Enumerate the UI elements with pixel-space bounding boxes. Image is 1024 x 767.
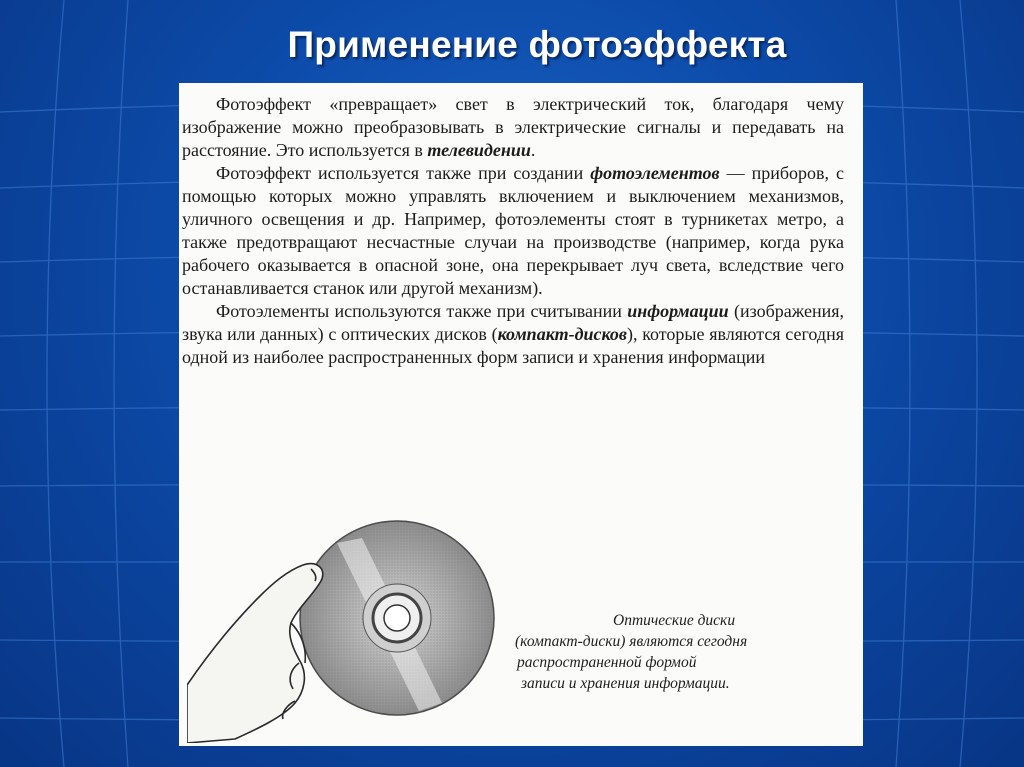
caption-line-1: Оптические диски [613, 612, 736, 629]
scanned-text-body [182, 93, 844, 369]
hand-icon [187, 564, 323, 743]
scanned-textbook-page [179, 83, 863, 746]
text-segment: Фотоэффект используется также при создании [216, 163, 591, 183]
compact-disc-icon [300, 521, 494, 715]
text-segment: Фотоэлементы используются также при считывании [216, 301, 628, 321]
emphasized-term: фотоэлементов [590, 163, 720, 183]
caption-line-4: записи и хранения информации. [521, 675, 730, 692]
paragraph-3 [182, 300, 844, 369]
emphasized-term: телевидении [427, 140, 531, 160]
slide-title: Применение фотоэффекта [287, 24, 787, 65]
emphasized-term: компакт-дисков [497, 324, 627, 344]
caption-line-3: распространенной формой [517, 654, 697, 671]
text-segment: . [530, 140, 536, 160]
caption-line-2: (компакт-диски) являются сегодня [515, 633, 748, 650]
text-segment: — приборов, с помощью которых можно управлять включением и выключением механизмов, уличного освещения и др. Например, фотоэлементы стоят в турникетах метро, а также предотвращают несчастные случаи на производстве (например, когда рука рабочего оказывается в опасной зоне, она перекрывает луч света, вследствие чего останавливается станок или другой механизм). [182, 163, 844, 298]
paragraph-2 [182, 162, 844, 300]
emphasized-term: информации [627, 301, 729, 321]
text-segment: ), которые являются сегодня одной из наиболее распространенных форм записи и хранения информации [182, 324, 844, 367]
paragraph-1 [182, 93, 844, 162]
hand-holding-disc-illustration [187, 513, 517, 743]
illustration-caption [515, 610, 845, 694]
text-segment: (изображения, звука или данных) с оптических дисков ( [182, 301, 844, 344]
text-segment: Фотоэффект «превращает» свет в электрический ток, благодаря чему изображение можно преобразовывать в электрические сигналы и передавать на расстояние. Это используется в [182, 94, 844, 160]
